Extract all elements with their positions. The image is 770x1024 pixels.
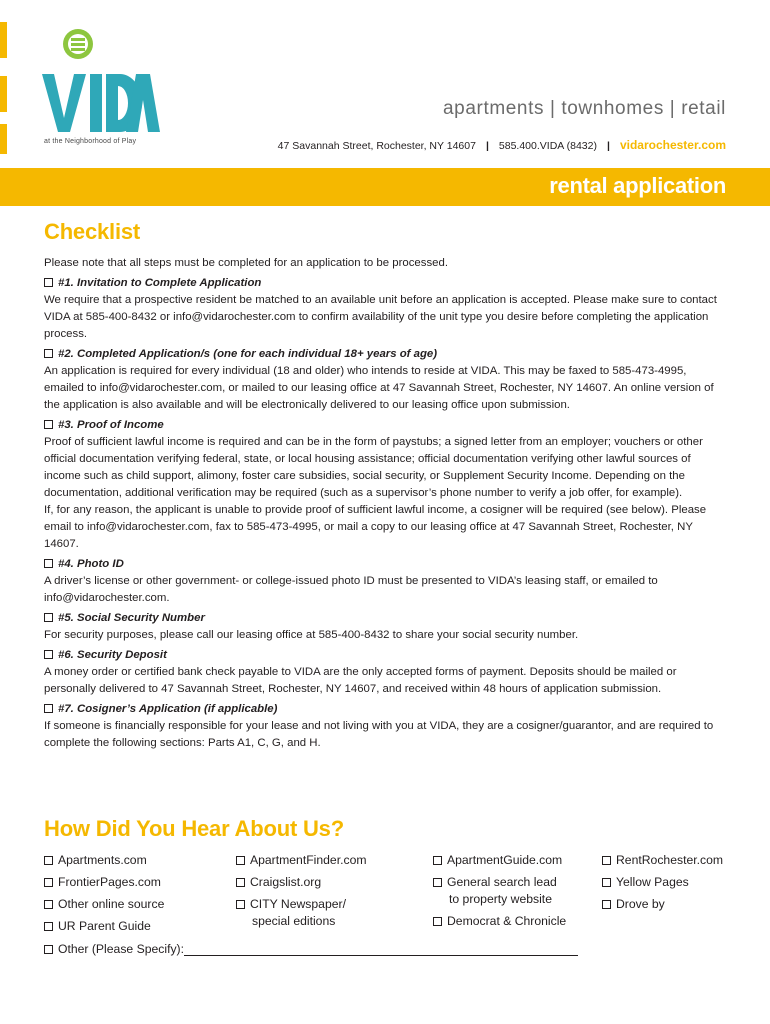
title-banner (0, 168, 770, 206)
checkbox[interactable] (433, 856, 442, 865)
checkbox[interactable] (236, 878, 245, 887)
checklist-item-body: A money order or certified bank check payable to VIDA are the only accepted forms of payment. Deposits should be mailed or personally delivered to 47 Savannah Street, Rochester, NY 14607, and received within 48 hours of application submission. (44, 666, 677, 695)
separator: | (606, 140, 610, 152)
checkbox[interactable] (236, 856, 245, 865)
checkbox[interactable] (433, 917, 442, 926)
hear-about-heading: How Did You Hear About Us? (44, 816, 344, 841)
separator: | (485, 140, 489, 152)
option-yellow-pages[interactable]: Yellow Pages (602, 874, 723, 891)
checklist-item-body: Proof of sufficient lawful income is required and can be in the form of paystubs; a signed letter from an employer; vouchers or other official documentation verifying federal, state, or local housing assistance; official documentation verifying other lawful sources of income such as child support, alimony, foster care subsidies, social security, or Supplement Security Income. Depending on the documentation, additional verification may be required (such as a supervisor’s phone number to verify a job offer, for example). (44, 436, 703, 499)
checklist-intro: Please note that all steps must be completed for an application to be processed. (44, 257, 448, 269)
checklist-item-title: #3. Proof of Income (44, 417, 726, 434)
checklist-item-body: For security purposes, please call our leasing office at 585-400-8432 to share your social security number. (44, 629, 579, 641)
checklist-item-title: #5. Social Security Number (44, 610, 726, 627)
checklist-item-body: If, for any reason, the applicant is unable to provide proof of sufficient lawful income, a cosigner will be required (see below). Please email to info@vidarochester.com, fax to 585-473-4995, or mail a copy to our leasing office at 47 Savannah Street, Rochester, NY 14607. (44, 504, 707, 550)
checkbox[interactable] (44, 856, 53, 865)
services-line: apartments | townhomes | retail (443, 98, 726, 119)
checkbox[interactable] (236, 900, 245, 909)
address: 47 Savannah Street, Rochester, NY 14607 (277, 140, 476, 152)
checkbox[interactable] (602, 856, 611, 865)
checklist-section (44, 255, 726, 752)
checklist-item-title: #7. Cosigner’s Application (if applicable) (44, 701, 726, 718)
option-general-search[interactable]: General search lead (433, 874, 566, 891)
checklist-item-title: #4. Photo ID (44, 556, 726, 573)
option-city-newspaper-cont: special editions (252, 914, 336, 928)
checkbox[interactable] (44, 922, 53, 931)
option-other-online[interactable]: Other online source (44, 896, 164, 913)
checklist-item-body: We require that a prospective resident be matched to an available unit before an application is accepted. Please make sure to contact VIDA at 585-400-8432 or info@vidarochester.com to confirm availability of the unit type you desire before completing the application process. (44, 294, 717, 340)
option-city-newspaper[interactable]: CITY Newspaper/ (236, 896, 367, 913)
checklist-item-title: #6. Security Deposit (44, 647, 726, 664)
checkbox[interactable] (602, 878, 611, 887)
banner-title: rental application (549, 173, 726, 198)
checkbox[interactable] (602, 900, 611, 909)
option-craigslist[interactable]: Craigslist.org (236, 874, 367, 891)
checkbox[interactable] (433, 878, 442, 887)
option-ur-parent-guide[interactable]: UR Parent Guide (44, 918, 164, 935)
option-other-specify (44, 941, 578, 958)
checkbox[interactable] (44, 349, 53, 358)
checkbox[interactable] (44, 650, 53, 659)
checkbox[interactable] (44, 613, 53, 622)
phone: 585.400.VIDA (8432) (498, 140, 597, 152)
other-label: Other (Please Specify): (58, 942, 184, 956)
checkbox[interactable] (44, 559, 53, 568)
checklist-item-body: An application is required for every individual (18 and older) who intends to reside at VIDA. This may be faxed to 585-473-4995, emailed to info@vidarochester.com, or mailed to our leasing office at 47 Savannah Street, Rochester, NY 14607. An online version of the application is also available and will be electronically delivered to our leasing office upon submission. (44, 365, 714, 411)
checklist-item-body: A driver’s license or other government- or college-issued photo ID must be presented to VIDA’s leasing staff, or emailed to info@vidarochester.com. (44, 575, 658, 604)
options-column-2 (236, 852, 367, 935)
option-frontierpages[interactable]: FrontierPages.com (44, 874, 164, 891)
options-column-1 (44, 852, 164, 940)
contact-line (278, 138, 726, 152)
checkbox[interactable] (44, 945, 53, 954)
edge-accent-2 (0, 76, 7, 112)
checklist-item-title: #2. Completed Application/s (one for each individual 18+ years of age) (44, 346, 726, 363)
option-general-search-cont: to property website (449, 892, 552, 906)
options-column-4 (602, 852, 723, 918)
checkbox[interactable] (44, 278, 53, 287)
checklist-heading: Checklist (44, 219, 141, 244)
checklist-item-title: #1. Invitation to Complete Application (44, 275, 726, 292)
option-apartmentguide[interactable]: ApartmentGuide.com (433, 852, 566, 869)
checkbox[interactable] (44, 420, 53, 429)
checklist-item-body: If someone is financially responsible for your lease and not living with you at VIDA, they are a cosigner/guarantor, and are required to complete the following sections: Parts A1, C, G, and H. (44, 720, 714, 749)
edge-accent-3 (0, 124, 7, 154)
option-democrat-chronicle[interactable]: Democrat & Chronicle (433, 913, 566, 930)
website-link[interactable]: vidarochester.com (619, 138, 726, 152)
option-rentrochester[interactable]: RentRochester.com (602, 852, 723, 869)
option-drove-by[interactable]: Drove by (602, 896, 723, 913)
checkbox[interactable] (44, 900, 53, 909)
edge-accent-1 (0, 22, 7, 58)
option-apartmentfinder[interactable]: ApartmentFinder.com (236, 852, 367, 869)
options-column-3 (433, 852, 566, 935)
other-specify-field[interactable] (184, 942, 578, 956)
vida-logo (40, 26, 160, 150)
checkbox[interactable] (44, 878, 53, 887)
logo-tagline: at the Neighborhood of Play (44, 138, 137, 145)
option-apartments-com[interactable]: Apartments.com (44, 852, 164, 869)
checkbox[interactable] (44, 704, 53, 713)
